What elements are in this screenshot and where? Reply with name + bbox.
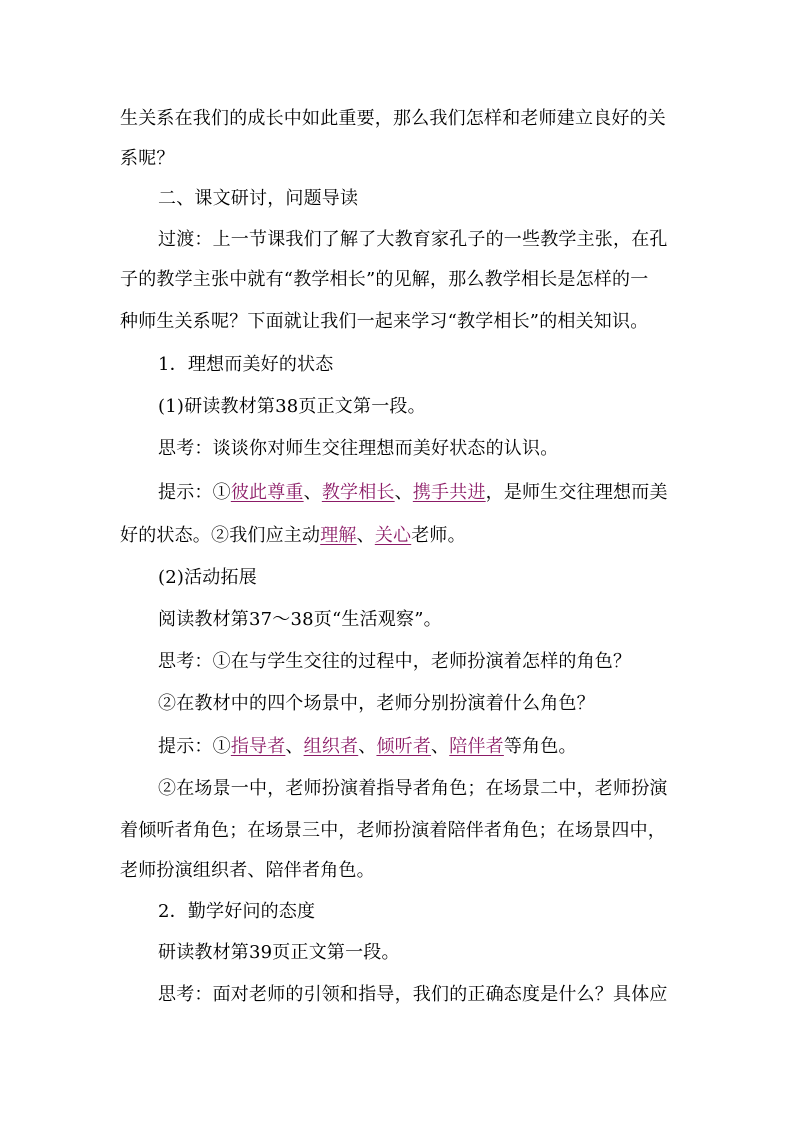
keyword-link[interactable]: 关心 — [374, 525, 412, 546]
text-line: 着倾听者角色；在场景三中，老师扮演着陪伴者角色；在场景四中， — [120, 820, 666, 841]
section-heading: 二、课文研讨，问题导读 — [158, 188, 359, 209]
hint-prefix: 提示：① — [158, 482, 231, 503]
text-line: (1)研读教材第38页正文第一段。 — [158, 396, 426, 417]
keyword-link[interactable]: 教学相长 — [321, 482, 395, 503]
text-line: 思考：面对老师的引领和指导，我们的正确态度是什么？具体应 — [158, 984, 668, 1005]
subsection-heading: 1．理想而美好的状态 — [158, 354, 334, 375]
text-line: 思考：谈谈你对师生交往理想而美好状态的认识。 — [158, 438, 559, 459]
hint-text: 好的状态。②我们应主动 — [120, 525, 321, 546]
keyword-link[interactable]: 倾听者 — [376, 736, 432, 757]
text-line: ②在教材中的四个场景中，老师分别扮演着什么角色？ — [158, 693, 595, 714]
keyword-link[interactable]: 指导者 — [230, 736, 286, 757]
keyword-link[interactable]: 陪伴者 — [449, 736, 504, 757]
text-line: ②在场景一中，老师扮演着指导者角色；在场景二中，老师扮演 — [158, 778, 668, 799]
text-line: 老师扮演组织者、陪伴者角色。 — [120, 860, 375, 881]
keyword-link[interactable]: 理解 — [320, 525, 357, 546]
text-line: 种师生关系呢？下面就让我们一起来学习“教学相长”的相关知识。 — [120, 311, 649, 332]
text-line: 生关系在我们的成长中如此重要，那么我们怎样和老师建立良好的关 — [120, 108, 666, 129]
text-line: 子的教学主张中就有“教学相长”的见解，那么教学相长是怎样的一 — [120, 269, 649, 290]
separator: 、 — [431, 736, 450, 757]
separator: 、 — [303, 482, 322, 503]
text-line: 阅读教材第37～38页“生活观察”。 — [158, 609, 442, 630]
keyword-link[interactable]: 彼此尊重 — [230, 482, 304, 503]
hint-line — [120, 524, 466, 548]
text-line: 思考：①在与学生交往的过程中，老师扮演着怎样的角色？ — [158, 651, 632, 672]
subsection-heading: 2．勤学好问的态度 — [158, 901, 316, 922]
hint-text: 等角色。 — [503, 736, 577, 757]
hint-line — [158, 481, 668, 505]
keyword-link[interactable]: 携手共进 — [412, 482, 486, 503]
text-line: 研读教材第39页正文第一段。 — [158, 942, 400, 963]
keyword-link[interactable]: 组织者 — [303, 736, 359, 757]
separator: 、 — [285, 736, 304, 757]
separator: 、 — [394, 482, 413, 503]
separator: 、 — [358, 736, 377, 757]
text-line: 过渡：上一节课我们了解了大教育家孔子的一些教学主张，在孔 — [158, 229, 668, 250]
subsection-heading: (2)活动拓展 — [158, 567, 257, 588]
hint-line — [158, 735, 577, 759]
hint-prefix: 提示：① — [158, 736, 231, 757]
text-line: 系呢？ — [120, 148, 175, 169]
separator: 、 — [356, 525, 375, 546]
hint-text: ，是师生交往理想而美 — [485, 482, 668, 503]
hint-text: 老师。 — [411, 525, 466, 546]
